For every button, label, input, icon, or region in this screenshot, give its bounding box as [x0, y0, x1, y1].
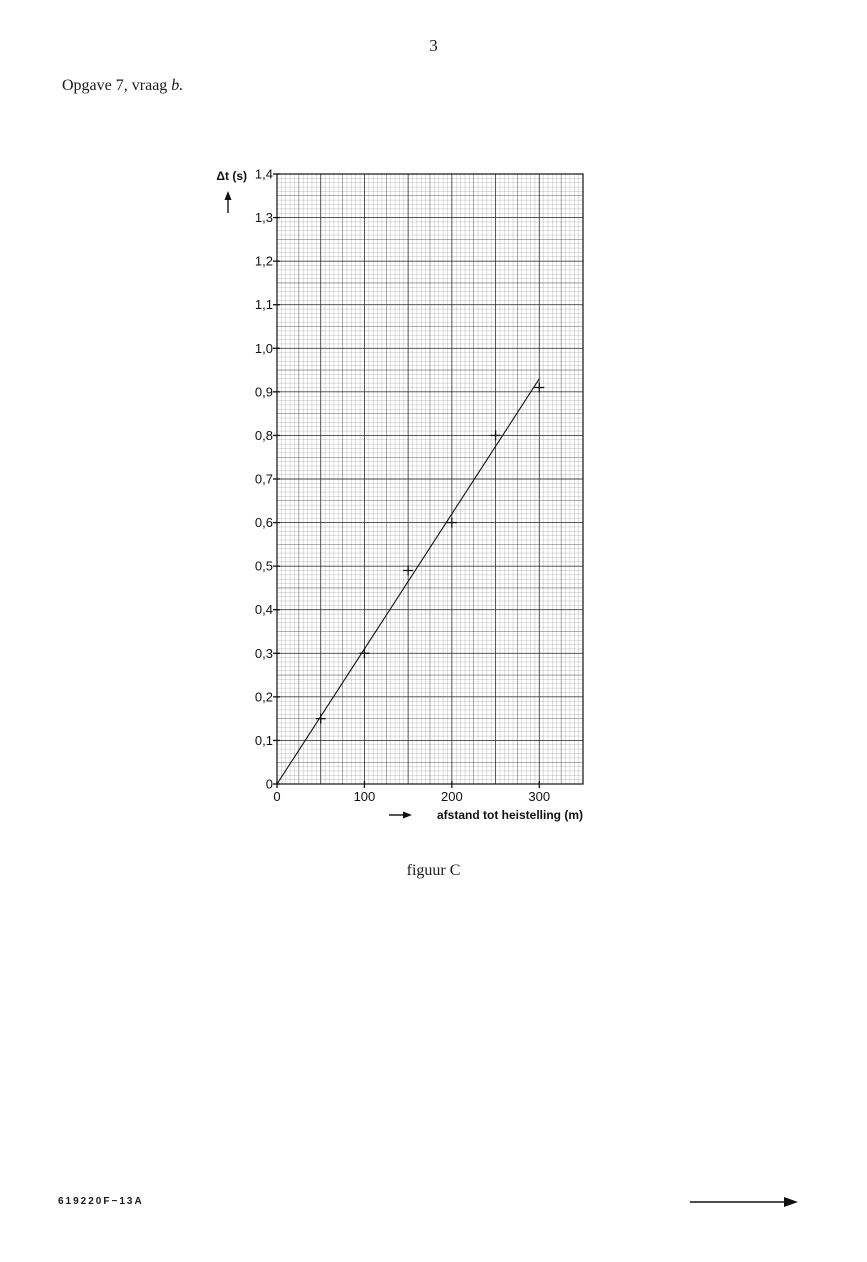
- page-number: 3: [429, 36, 438, 55]
- grid: [277, 174, 583, 784]
- x-tick-label: 200: [441, 789, 463, 804]
- y-tick-label: 0,9: [254, 384, 273, 400]
- exam-code: 619220F−13A: [58, 1196, 144, 1207]
- axis-ticks: [255, 167, 550, 805]
- y-axis-arrow-icon: [225, 191, 232, 213]
- x-tick-label: 300: [528, 789, 551, 804]
- x-tick-label: 100: [353, 789, 376, 804]
- y-tick-label: 1,0: [254, 340, 273, 356]
- figure-caption: figuur C: [406, 862, 461, 879]
- y-tick-label: 1,4: [254, 166, 273, 182]
- y-tick-label: 1,2: [254, 253, 273, 269]
- y-tick-label: 0,6: [254, 515, 273, 531]
- x-axis-label: afstand tot heistelling (m): [436, 808, 583, 822]
- question-ref-prefix: Opgave 7, vraag: [62, 77, 172, 94]
- y-tick-label: 0,7: [254, 471, 273, 487]
- question-ref-letter: b.: [171, 77, 184, 94]
- y-tick-label: 0,2: [254, 689, 273, 705]
- data-point: [359, 648, 369, 658]
- y-tick-label: 0,1: [254, 732, 273, 748]
- y-tick-label: 0,5: [254, 558, 273, 574]
- y-tick-label: 0,3: [254, 645, 273, 661]
- x-axis-arrow-icon: [389, 812, 412, 819]
- y-tick-label: 0,8: [254, 427, 273, 443]
- y-tick-label: 0: [265, 776, 273, 792]
- y-axis-label: Δt (s): [216, 169, 247, 183]
- y-tick-label: 1,1: [254, 297, 273, 313]
- y-tick-label: 1,3: [254, 210, 273, 226]
- arrow-right-icon: [688, 1192, 800, 1212]
- y-tick-label: 0,4: [254, 602, 273, 618]
- x-tick-label: 0: [273, 789, 281, 804]
- data-point: [403, 566, 413, 576]
- data-point: [491, 430, 501, 440]
